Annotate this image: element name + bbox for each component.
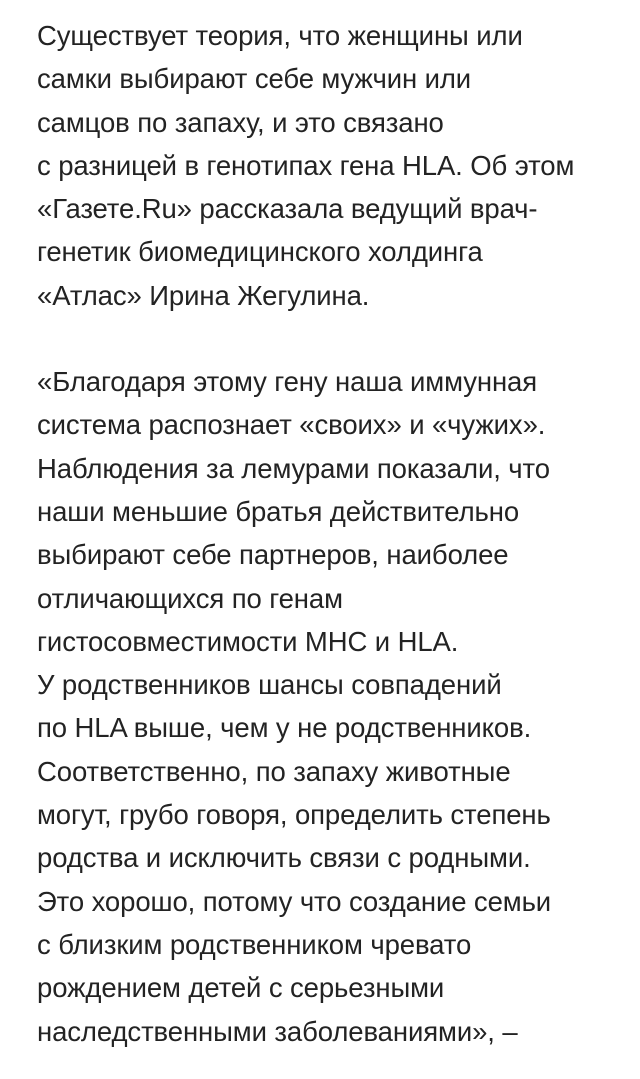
text-line: «Газете.Ru» рассказала ведущий врач- (37, 193, 538, 225)
text-line: Существует теория, что женщины или (37, 20, 523, 51)
text-line: Это хорошо, потому что создание семьи (37, 885, 552, 917)
text-line: могут, грубо говоря, определить степень (37, 799, 551, 831)
text-line: «Благодаря этому гену наша иммунная (37, 366, 538, 398)
text-line: рождением детей с серьезными (37, 972, 445, 1004)
text-line: генетик биомедицинского холдинга (37, 236, 483, 268)
text-line: отличающихся по генам (37, 582, 343, 614)
text-line: самцов по запаху, и это связано (37, 106, 444, 138)
article-body (37, 14, 627, 1053)
text-line: выбирают себе партнеров, наиболее (37, 539, 509, 571)
text-line: самки выбирают себе мужчин или (37, 63, 472, 95)
text-line: «Атлас» Ирина Жегулина. (37, 279, 370, 311)
text-line: система распознает «своих» и «чужих». (37, 409, 546, 441)
text-line: с разницей в генотипах гена HLA. Об этом (37, 149, 575, 181)
text-line: по HLA выше, чем у не родственников. (37, 712, 532, 744)
text-line: родства и исключить связи с родными. (37, 842, 531, 874)
quote-paragraph (37, 360, 627, 1053)
text-line: Соответственно, по запаху животные (37, 755, 511, 787)
text-line: Наблюдения за лемурами показали, что (37, 452, 550, 484)
intro-paragraph (37, 14, 627, 317)
text-line: наши меньшие братья действительно (37, 495, 520, 527)
text-line: наследственными заболеваниями», – (37, 1015, 518, 1047)
text-line: гистосовместимости МНС и HLA. (37, 625, 459, 657)
text-line: с близким родственником чревато (37, 928, 472, 960)
text-line: У родственников шансы совпадений (37, 669, 502, 701)
